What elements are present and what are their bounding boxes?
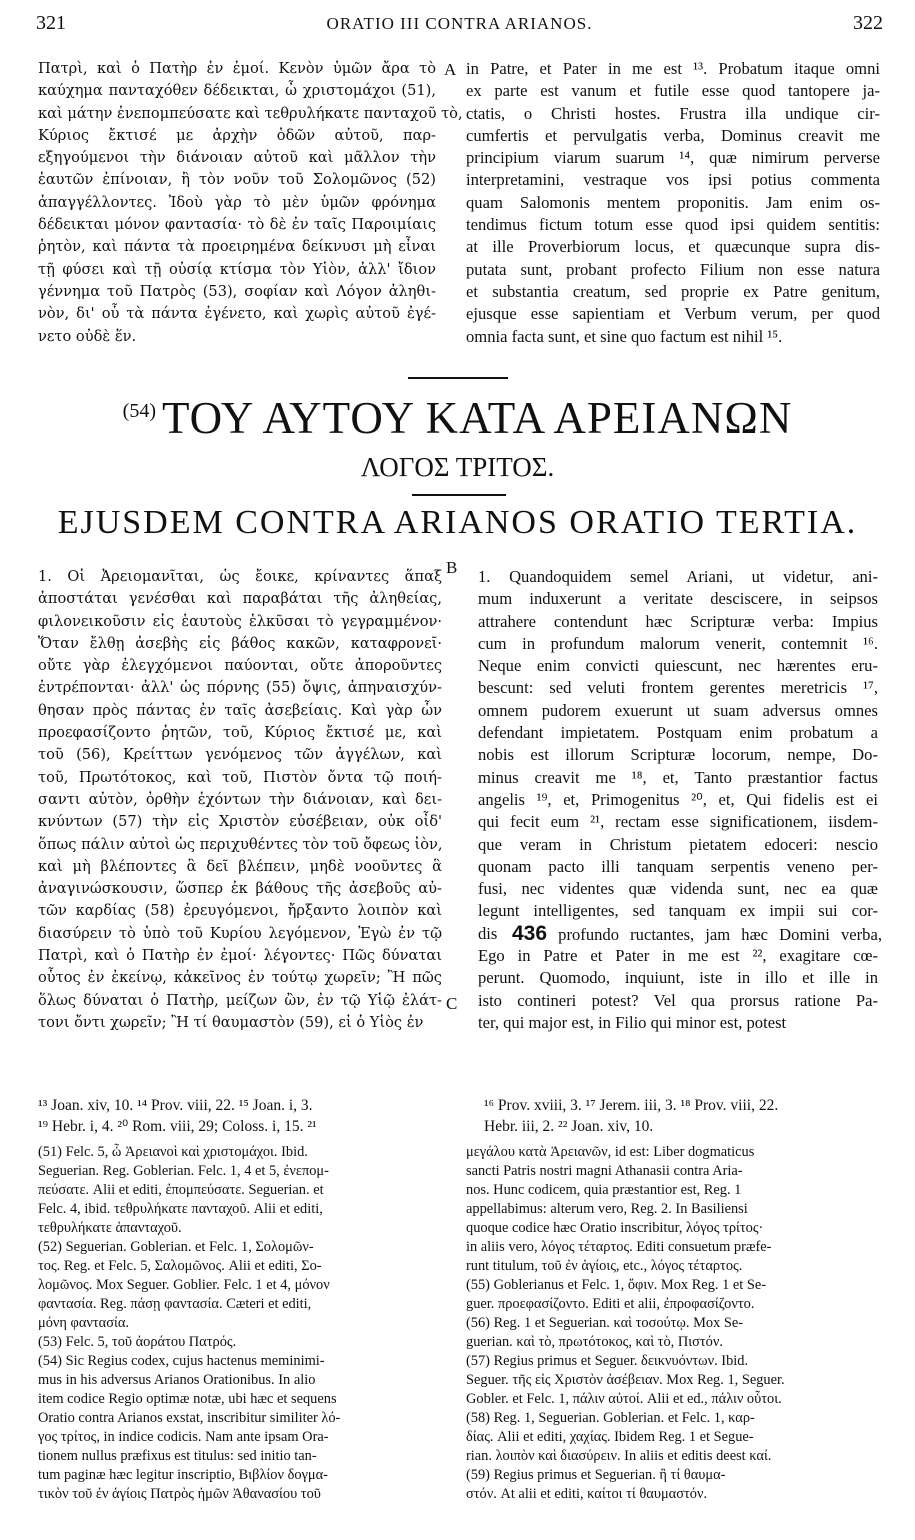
text-line: πεύσατε. Alii et editi, ἐπομπεύσατε. Seguerian. et — [38, 1182, 324, 1198]
text-line: δίας. Alii et editi, χαχίας. Ibidem Reg. 1 et Segue- — [466, 1429, 754, 1445]
text-line: μεγάλου κατὰ Ἀρειανῶν, id est: Liber dogmaticus — [466, 1144, 755, 1160]
text-line: λομῶνος. Mox Seguer. Goblier. Felc. 1 et 4, μόνον — [38, 1277, 330, 1293]
latin-line-with-column-number — [512, 923, 882, 945]
text-line: Ὅταν ἔλθῃ ἀσεβὴς εἰς βάθος κακῶν, καταφρονεῖ· — [38, 634, 442, 652]
text-line: στόν. At alii et editi, καίτοι τί θαυμαστόν. — [466, 1486, 708, 1502]
text-line: ejusque esse sapientiam et Verbum verum, per quod — [466, 304, 880, 324]
text-line: τονι ὄντι χωρεῖν; Ἢ τί θαυμαστὸν (59), εἰ ὁ Υἱὸς ἐν — [38, 1013, 424, 1031]
text-line: guer. προεφασίζοντο. Editi et alii, ἐπροφασίζοντο. — [466, 1296, 755, 1312]
title-greek-sub: ΛΟΓΟΣ ΤΡΙΤΟΣ. — [360, 452, 555, 482]
text-line: perunt. Quomodo, inquiunt, iste in illo et ille in — [478, 968, 878, 988]
page-number-right: 322 — [853, 12, 883, 34]
main-greek-column — [38, 566, 442, 1034]
text-line: διασύρειν τὸ ὑπὸ τοῦ Κυρίου λεγόμενον, Ἐγὼ ἐν τῷ — [38, 924, 442, 942]
text-line: cum in profundum malorum venerit, contemnit ¹⁶. — [478, 633, 878, 653]
text-line: (56) Reg. 1 et Seguerian. καὶ τοσούτῳ. Mox Se- — [466, 1315, 744, 1331]
text-line: οὔτε γὰρ ἐλεγχόμενοι παύονται, οὔτε ἀποροῦντες — [38, 657, 442, 675]
text-line: cumfertis et pervulgatis verba, Dominus creavit me — [466, 125, 880, 145]
column-number: 436 — [512, 922, 548, 945]
text-line: item codice Regio optimæ notæ, ubi hæc et sequens — [38, 1391, 337, 1407]
text-line: putata sunt, probant profecto Filium non esse natura — [466, 259, 880, 279]
text-line: τοῦ, Πρωτότοκος, καὶ τοῦ, Πιστὸν ὄντα τῷ ποιή- — [38, 768, 442, 786]
text-line: principium viarum suarum ¹⁴, quæ nimirum perverse — [466, 148, 880, 168]
text-line: nobis est illorum Scripturæ locorum, nempe, Do- — [478, 745, 878, 765]
text-line: 1. Οἱ Ἀρειομανῖται, ὡς ἔοικε, κρίναντες ἅπαξ — [38, 568, 442, 585]
text-line: ἀποστάται γενέσθαι καὶ παραβάται τῆς ἀληθείας, — [38, 590, 442, 608]
text-line: φαντασία. Reg. πάσῃ φαντασία. Cæteri et editi, — [38, 1296, 312, 1312]
text-line: bescunt: sed veluti frontem gerentes meretricis ¹⁷, — [478, 678, 878, 698]
text-line: φιλονεικοῦσιν εἰς ἑαυτοὺς ἑλκῦσαι τὸ γεγραμμένον· — [38, 612, 442, 630]
text-line: interpretamini, vestraque vos ipsi potius commenta — [466, 170, 880, 190]
text-line: τικὸν τοῦ ἐν ἁγίοις Πατρὸς ἡμῶν Ἀθανασίου τοῦ — [38, 1486, 321, 1502]
text-line: ὅπως πάλιν αὐτοὶ ὡς περιχυθέντες τὸν τοῦ ὄφεως ἰὸν, — [38, 835, 443, 853]
text-line: in Patre, et Pater in me est ¹³. Probatum itaque omni — [466, 59, 880, 78]
text-line: tionem nullus præfixus est titulus: sed initio tan- — [38, 1448, 317, 1464]
title-latin: EJUSDEM CONTRA ARIANOS ORATIO TERTIA. — [57, 504, 858, 541]
text-line: νετο οὐδὲ ἕν. — [38, 327, 137, 345]
margin-letter-b: B — [446, 558, 458, 577]
text-line: Πατρὶ, καὶ ὁ Πατὴρ ἐν ἐμοί· λέγοντες· Πῶς δύναται — [38, 947, 442, 965]
text-line: runt titulum, τοῦ ἐν ἁγίοις, etc., λόγος τέταρτος. — [466, 1258, 743, 1274]
text-line: σαντι αὐτὸν, ὀρθὴν ἐχόντων τὴν διάνοιαν, καὶ δει- — [38, 790, 442, 808]
text-line: angelis ¹⁹, et, Primogenitus ²⁰, et, Qui fidelis est ei — [478, 789, 878, 809]
text-line: mum induxerunt a veritate desciscere, in seipsos — [478, 589, 878, 609]
text-line: τοῦ (56), Κρείττων γενόμενος τῶν ἀγγέλων, καὶ — [38, 746, 442, 764]
text-line: minus creavit me ¹⁸, et, Tanto præstantior factus — [478, 767, 878, 787]
text-line: οὗτος ἐν ἐκείνῳ, κἀκεῖνος ἐν τούτῳ χωρεῖν; Ἢ πῶς — [38, 969, 442, 987]
text-line: τος. Reg. et Felc. 5, Σαλομῶνος. Alii et editi, Σο- — [38, 1258, 322, 1274]
text-line: sancti Patris nostri magni Athanasii contra Aria- — [466, 1163, 743, 1179]
text-line: ex parte est vanum et futile esse quod tantopere ja- — [466, 81, 880, 101]
scripture-refs-right-1: ¹⁶ Prov. xviii, 3. ¹⁷ Jerem. iii, 3. ¹⁸ Prov. viii, 22. — [484, 1097, 779, 1114]
text-line: ἑαυτῶν ἐπίνοιαν, ἢ τὸν νοῦν τοῦ Σολομῶνος (52) — [38, 171, 436, 189]
text-line: Seguerian. Reg. Goblerian. Felc. 1, 4 et 5, ἐνεπομ- — [38, 1163, 329, 1179]
title-note-ref: (54) — [122, 400, 156, 422]
text-line: (51) Felc. 5, ὦ Ἀρειανοὶ καὶ χριστομάχοι. Ibid. — [38, 1144, 308, 1160]
text-line: guerian. καὶ τὸ, πρωτότοκος, καὶ τὸ, Πιστόν. — [466, 1334, 723, 1350]
text-line: que veram in Christum pietatem edoceri: nescio — [478, 834, 878, 854]
top-greek-column — [38, 58, 463, 348]
title-greek — [0, 392, 915, 444]
title-greek-text: ΤΟΥ ΑΥΤΟΥ ΚΑΤΑ ΑΡΕΙΑΝΩΝ — [161, 393, 793, 443]
text-line: νὸν, δι' οὗ τὰ πάντα ἐγένετο, καὶ χωρὶς αὐτοῦ ἐγέ- — [38, 305, 436, 323]
text-line: προεφασίζοντο ῥητῶν, τοῦ, Κύριος ἔκτισέ με, καὶ — [38, 724, 442, 742]
short-rule-title — [412, 494, 506, 496]
text-line: ῥητὸν, καὶ πάντα τὰ προειρημένα δείκνυσι μὴ εἶναι — [38, 238, 436, 256]
text-line: Ego in Patre et Pater in me est ²², exagitare cœ- — [478, 946, 878, 966]
page-number-left: 321 — [36, 12, 66, 34]
short-rule-top — [408, 377, 508, 379]
latin-line-17-rest: profundo ructantes, jam hæc Domini verba, — [558, 925, 882, 944]
text-line: καὶ μάτην ἐνεπομπεύσατε καὶ τεθρυλήκατε πανταχοῦ τὸ, — [38, 104, 463, 122]
text-line: γέννημα τοῦ Πατρὸς (53), σοφίαν καὶ Λόγον ἀληθι- — [38, 282, 436, 300]
text-line: qui fecit eum ²¹, rectam esse significationem, iisdem- — [478, 812, 878, 832]
scripture-refs-left-2: ¹⁹ Hebr. i, 4. ²⁰ Rom. viii, 29; Coloss. i, 15. ²¹ — [38, 1118, 317, 1135]
running-header — [36, 8, 883, 36]
text-line: appellabimus: alterum vero, Reg. 2. In Basiliensi — [466, 1201, 748, 1217]
text-line: quam Salomonis mentem proponitis. Jam enim os- — [466, 192, 880, 212]
text-line: (55) Goblerianus et Felc. 1, ὄφιν. Mox Reg. 1 et Se- — [466, 1277, 767, 1293]
text-line: rian. λοιπὸν καὶ διασύρειν. In aliis et editis deest καί. — [466, 1448, 772, 1464]
text-line: 1. Quandoquidem semel Ariani, ut videtur, ani- — [478, 567, 878, 586]
text-line: omnia facta sunt, et sine quo factum est nihil ¹⁵. — [466, 326, 783, 346]
text-line: γος τρίτος, in indice codicis. Nam ante ipsam Ora- — [38, 1429, 329, 1445]
main-latin-column — [478, 566, 878, 1034]
text-line: et substantia creatum, sed proprie ex Patre genitum, — [466, 281, 880, 301]
text-line: ἀναγινώσκουσιν, ὥσπερ ἐκ βάθους τῆς ἀσεβοῦς αὐ- — [38, 880, 442, 898]
text-line: quonam pacto illi tanquam serpentis veneno per- — [478, 856, 878, 876]
scripture-refs-left-1: ¹³ Joan. xiv, 10. ¹⁴ Prov. viii, 22. ¹⁵ Joan. i, 3. — [38, 1097, 313, 1114]
text-line: ὅλως δύναται ὁ Πατὴρ, μείζων ὢν, ἐν τῷ Υἱῷ ἐλάτ- — [38, 991, 442, 1009]
text-line: Felc. 4, ibid. τεθρυλήκατε πανταχοῦ. Alii et editi, — [38, 1201, 323, 1217]
text-line: defendant impietatem. Postquam enim probatum a — [478, 723, 878, 743]
scripture-refs-right-2: Hebr. iii, 2. ²² Joan. xiv, 10. — [484, 1118, 654, 1135]
text-line: (59) Regius primus et Seguerian. ἢ τί θαυμα- — [466, 1467, 726, 1483]
notes-left-column — [38, 1143, 440, 1504]
text-line: Gobler. et Felc. 1, πάλιν αὐτοί. Alii et ed., πάλιν οὗτοι. — [466, 1391, 782, 1407]
text-line: Oratio contra Arianos exstat, inscribitur similiter λό- — [38, 1410, 341, 1426]
text-line: τῶν καρδίας (58) ἐρευγόμενοι, ἤρξαντο λοιπὸν καὶ — [38, 902, 442, 920]
top-latin-column — [466, 58, 880, 348]
text-line: (53) Felc. 5, τοῦ ἀοράτου Πατρός. — [38, 1334, 237, 1350]
text-line: tum paginæ hæc legitur inscriptio, Βιβλίον δογμα- — [38, 1467, 328, 1483]
text-line: isto contineri potest? Vel qua prorsus ratione Pa- — [478, 990, 878, 1010]
text-line: omnem pudorem exuerunt ut suam adversus omnes — [478, 700, 878, 720]
text-line: θησαν πρὸς πάντας ἐν ταῖς ἀσεβείαις. Καὶ γὰρ ὧν — [38, 701, 442, 719]
text-line: μόνη φαντασία. — [38, 1315, 129, 1331]
text-line: tendimus fictum totum esse quod ipsi quidem sentitis: — [466, 215, 880, 235]
text-line: (54) Sic Regius codex, cujus hactenus meminimi- — [38, 1353, 325, 1369]
running-title: ORATIO III CONTRA ARIANOS. — [326, 14, 593, 33]
text-line: at ille Proverbiorum locus, et quæcunque supra dis- — [466, 237, 880, 257]
margin-letter-a: A — [444, 60, 457, 79]
text-line: ἐντρέπονται· ἀλλ' ὡς πόρνης (55) ὄψις, ἀπηναισχύν- — [38, 679, 442, 697]
text-line: κνύντων (57) τὴν εἰς Χριστὸν εὐσέβειαν, οὐκ οἶδ' — [38, 813, 442, 831]
notes-right-column — [466, 1143, 880, 1504]
text-line: (58) Reg. 1, Seguerian. Goblerian. et Felc. 1, καρ- — [466, 1410, 755, 1426]
text-line: δέδεικται μόνον φαντασία· τὸ δὲ ἐν ταῖς Παροιμίαις — [38, 216, 436, 234]
text-line: τεθρυλήκατε ἁπανταχοῦ. — [38, 1220, 182, 1236]
text-line: εξηγούμενοι τὴν διάνοιαν αὐτοῦ καὶ μᾶλλον τὴν — [38, 149, 436, 167]
text-line: ctatis, o Christi hostes. Frustra illa undique cir- — [466, 103, 880, 123]
text-line: quoque codice hæc Oratio inscribitur, λόγος τρίτος· — [466, 1220, 764, 1236]
text-line: τῇ φύσει καὶ τῇ οὐσίᾳ κτίσμα τὸν Υἱὸν, ἀλλ' ἴδιον — [38, 260, 436, 278]
text-line: legunt intelligentes, sed tanquam ex impii sui cor- — [478, 901, 878, 921]
text-line: fusi, nec videntes quæ videnda sunt, nec ea quæ — [478, 879, 878, 899]
text-line: mus in his adversus Arianos Orationibus. In alio — [38, 1372, 316, 1388]
text-line: in aliis vero, λόγος τέταρτος. Editi consuetum præfe- — [466, 1239, 772, 1255]
margin-letter-c: C — [446, 994, 458, 1013]
text-line: ter, qui major est, in Filio qui minor est, potest — [478, 1012, 787, 1032]
text-line: Πατρὶ, καὶ ὁ Πατὴρ ἐν ἐμοί. Κενὸν ὑμῶν ἄρα τὸ — [38, 60, 436, 77]
text-line: καὶ μὴ βλέποντες ἃ δεῖ βλέπειν, μηδὲ νοοῦντες ἃ — [38, 857, 442, 875]
text-line: dis — [478, 923, 498, 943]
text-line: ἀπαγγέλλοντες. Ἰδοὺ γὰρ τὸ μὲν ὑμῶν φρόνημα — [38, 193, 436, 211]
text-line: καύχημα πανταχόθεν δέδεικται, ὦ χριστομάχοι (51), — [38, 82, 436, 100]
text-line: (57) Regius primus et Seguer. δεικνυόντων. Ibid. — [466, 1353, 749, 1369]
text-line: Seguer. τῆς εἰς Χριστὸν ἀσέβειαν. Mox Reg. 1, Seguer. — [466, 1372, 785, 1388]
text-line: (52) Seguerian. Goblerian. et Felc. 1, Σολομῶν- — [38, 1239, 314, 1255]
text-line: nos. Hunc codicem, quia præstantior est, Reg. 1 — [466, 1182, 742, 1198]
text-line: Neque enim convicti quiescunt, nec hærentes eru- — [478, 656, 878, 676]
text-line: Κύριος ἔκτισέ με ἀρχὴν ὁδῶν αὐτοῦ, παρ- — [38, 126, 436, 144]
text-line: attrahere contendunt hæc Scripturæ verba: Impius — [478, 611, 878, 631]
